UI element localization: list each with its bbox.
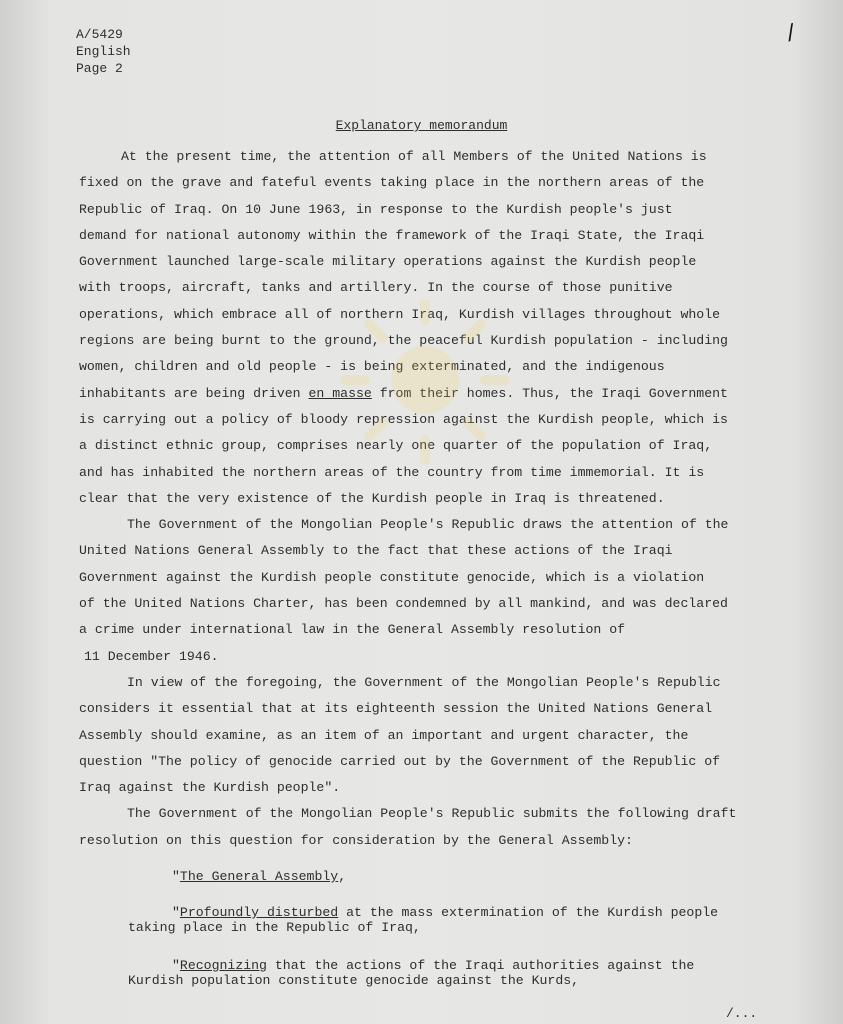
text-line: fixed on the grave and fateful events taking place in the northern areas of the <box>79 175 705 191</box>
text-line: with troops, aircraft, tanks and artillery. In the course of those punitive <box>79 280 673 296</box>
text-line: At the present time, the attention of all Members of the United Nations is <box>121 149 707 164</box>
text-span: that the actions of the Iraqi authorities against the <box>266 958 695 973</box>
document-header <box>76 26 131 77</box>
text-line <box>128 905 778 920</box>
text-line: of the United Nations Charter, has been condemned by all mankind, and was declared <box>79 596 728 612</box>
text-line: Iraq against the Kurdish people". <box>79 780 341 796</box>
text-line: a distinct ethnic group, comprises nearly one quarter of the population of Iraq, <box>79 438 713 454</box>
text-line: clear that the very existence of the Kurdish people in Iraq is threatened. <box>79 490 665 506</box>
text-line <box>128 958 778 973</box>
text-line: and has inhabited the northern areas of the country from time immemorial. It is <box>79 464 705 480</box>
underlined-phrase: Profoundly disturbed <box>179 905 339 920</box>
text-line: Assembly should examine, as an item of an important and urgent character, the <box>79 727 689 743</box>
text-line: resolution on this question for consideration by the General Assembly: <box>79 832 633 848</box>
text-span: at the mass extermination of the Kurdish people <box>338 905 719 920</box>
draft-paragraph <box>128 958 778 988</box>
text-line: operations, which embrace all of northern Iraq, Kurdish villages throughout whole <box>79 306 721 322</box>
text-line: demand for national autonomy within the framework of the Iraqi State, the Iraqi <box>79 227 705 243</box>
text-line: question "The policy of genocide carried out by the Government of the Republic of <box>79 753 721 769</box>
page-number: Page 2 <box>76 61 123 76</box>
continuation-mark: /... <box>726 1006 758 1021</box>
draft-heading <box>172 869 822 884</box>
draft-paragraph <box>128 905 778 935</box>
underlined-phrase: Recognizing <box>179 958 267 973</box>
text-line: United Nations General Assembly to the fact that these actions of the Iraqi <box>79 543 673 559</box>
quote-mark: " <box>172 869 180 884</box>
quote-mark: " <box>172 958 180 973</box>
text-line: In view of the foregoing, the Government of the Mongolian People's Republic <box>127 674 721 690</box>
text-span: inhabitants are being driven <box>79 385 309 401</box>
underlined-phrase: The General Assembly <box>179 869 339 884</box>
text-line: Republic of Iraq. On 10 June 1963, in response to the Kurdish people's just <box>79 201 673 217</box>
punctuation: , <box>338 869 347 884</box>
document-language: English <box>76 44 131 59</box>
check-mark-icon: / <box>781 20 803 49</box>
text-line: considers it essential that at its eighteenth session the United Nations General <box>79 701 713 717</box>
text-line: Kurdish population constitute genocide against the Kurds, <box>128 973 580 988</box>
text-line: The Government of the Mongolian People's Republic submits the following draft <box>127 806 737 822</box>
text-line: The Government of the Mongolian People's Republic draws the attention of the <box>127 517 729 533</box>
text-line: women, children and old people - is being exterminated, and the indigenous <box>79 359 665 375</box>
text-span: from their homes. Thus, the Iraqi Government <box>371 385 728 401</box>
text-line: taking place in the Republic of Iraq, <box>128 920 421 935</box>
text-line: Government launched large-scale military operations against the Kurdish people <box>79 254 697 270</box>
text-line: 11 December 1946. <box>84 648 219 664</box>
text-line <box>79 385 804 411</box>
text-line: is carrying out a policy of bloody repression against the Kurdish people, which is <box>79 411 728 427</box>
text-line: a crime under international law in the General Assembly resolution of <box>79 622 626 638</box>
page-title: Explanatory memorandum <box>335 118 508 133</box>
document-symbol: A/5429 <box>76 27 123 42</box>
underlined-phrase: en masse <box>308 385 372 401</box>
text-line: regions are being burnt to the ground, the peaceful Kurdish population - including <box>79 333 728 349</box>
memorandum-body <box>79 148 804 858</box>
text-line: Government against the Kurdish people constitute genocide, which is a violation <box>79 569 705 585</box>
quote-mark: " <box>172 905 180 920</box>
